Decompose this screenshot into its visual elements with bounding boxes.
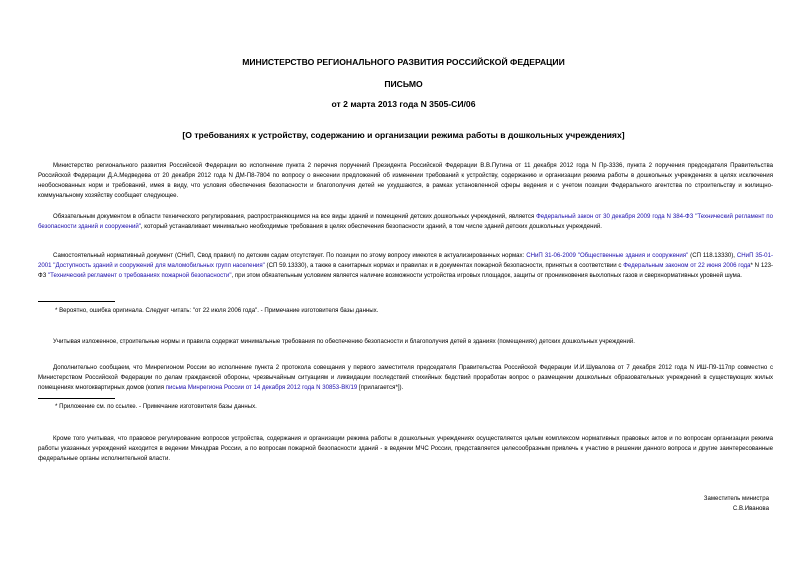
paragraph-text: * N 123-ФЗ [38, 262, 774, 279]
document-type: ПИСЬМО [384, 79, 423, 89]
paragraph-intro [38, 161, 773, 201]
footnote-date-correction: * Вероятно, ошибка оригинала. Следует читать: "от 22 июля 2006 года". - Примечание изготовителя базы данных. [55, 307, 379, 314]
document-date-number: от 2 марта 2013 года N 3505-СИ/06 [331, 99, 476, 109]
minregion-letter-link[interactable]: письма Минрегиона России от 14 декабря 2012 года N 30853-ВК/19 [165, 384, 358, 391]
paragraph-text: Самостоятельный нормативный документ (СНиП, Свод правил) по детским садам отсутствует. По позиции по этому вопросу имеются в актуализированных нормах: [53, 252, 527, 259]
paragraph-text: (СП 118.13330), [688, 252, 737, 259]
paragraph-intro-text: Министерство регионального развития Российской Федерации во исполнение пункта 2 перечня поручений Президента Российской Федерации В.В.Путина от 11 декабря 2012 года N Пр-3336, пункта 2 поручения председателя Правительства Российской Федерации Д.А.Медведева от 20 декабря 2012 года N ДМ-П8-7804 по вопросу о внесении предложений об изменении требований к устройству, содержанию и организации режима работы в дошкольных учреждениях в целях исключения необоснованных норм и требований, имея в виду, что условия обеспечения безопасности и благополучия детей не ухудшаются, в рамках установленной сферы ведения и с учетом позиции Федерального агентства по строительству и жилищно-коммунальному хозяйству сообщает следующее. [38, 162, 773, 199]
snip-35-01-2001-link[interactable]: СНиП 35-01-2001 "Доступность зданий и сооружений для маломобильных групп населения" [38, 252, 773, 269]
footnote-appendix: * Приложение см. по ссылке. - Примечание изготовителя базы данных. [55, 403, 257, 410]
paragraph-text: Обязательным документом в области технического регулирования, распространяющимся на все виды зданий и помещений детских дошкольных учреждений, является [53, 213, 537, 220]
paragraph-norms [38, 251, 773, 281]
federal-law-384-link[interactable]: Федеральный закон от 30 декабря 2009 года N 384-ФЗ "Технический регламент по безопасности зданий и сооружений" [38, 213, 773, 230]
paragraph-final-text: Кроме того учитывая, что правовое регулирование вопросов устройства, содержания и организации режима работы в дошкольных учреждениях осуществляется целым комплексом нормативных правовых актов и по вопросам организации режима работы указанных учреждений находится в ведении Минздрав России, а по вопросам пожарной безопасности зданий - в ведении МЧС России, представляется целесообразным привлечь к участию в решении данного вопроса и другие заинтересованные федеральные органы исполнительной власти. [38, 435, 773, 462]
paragraph-additional [38, 363, 773, 393]
federal-law-2006-link[interactable]: Федеральным законом от 22 июня 2006 года [623, 262, 751, 269]
ministry-title: МИНИСТЕРСТВО РЕГИОНАЛЬНОГО РАЗВИТИЯ РОССИЙСКОЙ ФЕДЕРАЦИИ [242, 57, 565, 67]
paragraph-text: , который устанавливает минимально необходимые требования в целях обеспечения безопасности зданий, в том числе зданий детских дошкольных учреждений. [140, 223, 602, 230]
paragraph-text: , при этом обязательным условием является наличие возможности устройства игровых площадок, защиты от проникновения выхлопных газов и сверхнормативных уровней шума. [231, 272, 742, 279]
document-subject: [О требованиях к устройству, содержанию и организации режима работы в дошкольных учреждениях] [182, 130, 625, 140]
paragraph-text: Дополнительно сообщаем, что Минрегионом России во исполнение пункта 2 протокола совещания у первого заместителя председателя Правительства Российской Федерации И.И.Шувалова от 7 декабря 2012 года N ИШ-П9-117пр совместно с Министерством Российской Федерации по делам гражданской обороны, чрезвычайным ситуациям и ликвидации последствий стихийных бедствий проработан вопрос о размещении дошкольных образовательных учреждений в существующих жилых помещениях многоквартирных домов (копия [38, 364, 773, 391]
signature-name: С.В.Иванова [732, 505, 769, 512]
paragraph-conclusion [38, 337, 773, 347]
paragraph-final [38, 434, 773, 464]
snip-31-06-2009-link[interactable]: СНиП 31-06-2009 "Общественные здания и сооружения" [526, 252, 689, 259]
paragraph-conclusion-text: Учитывая изложенное, строительные нормы и правила содержат минимальные требования по обеспечению безопасности и благополучия детей в зданиях (помещениях) детских дошкольных учреждений. [53, 338, 636, 345]
footnote-divider [38, 398, 115, 399]
footnote-divider [38, 301, 115, 302]
paragraph-text: [прилагается*]). [357, 384, 404, 391]
paragraph-federal-law [38, 212, 773, 232]
signature-position: Заместитель министра [703, 495, 769, 502]
paragraph-text: (СП 59.13330), а также в санитарных нормах и правилах и в документах пожарной безопасности, принятых в соответствии с [264, 262, 624, 269]
fire-safety-regulation-link[interactable]: "Технический регламент о требованиях пожарной безопасности" [48, 272, 232, 279]
